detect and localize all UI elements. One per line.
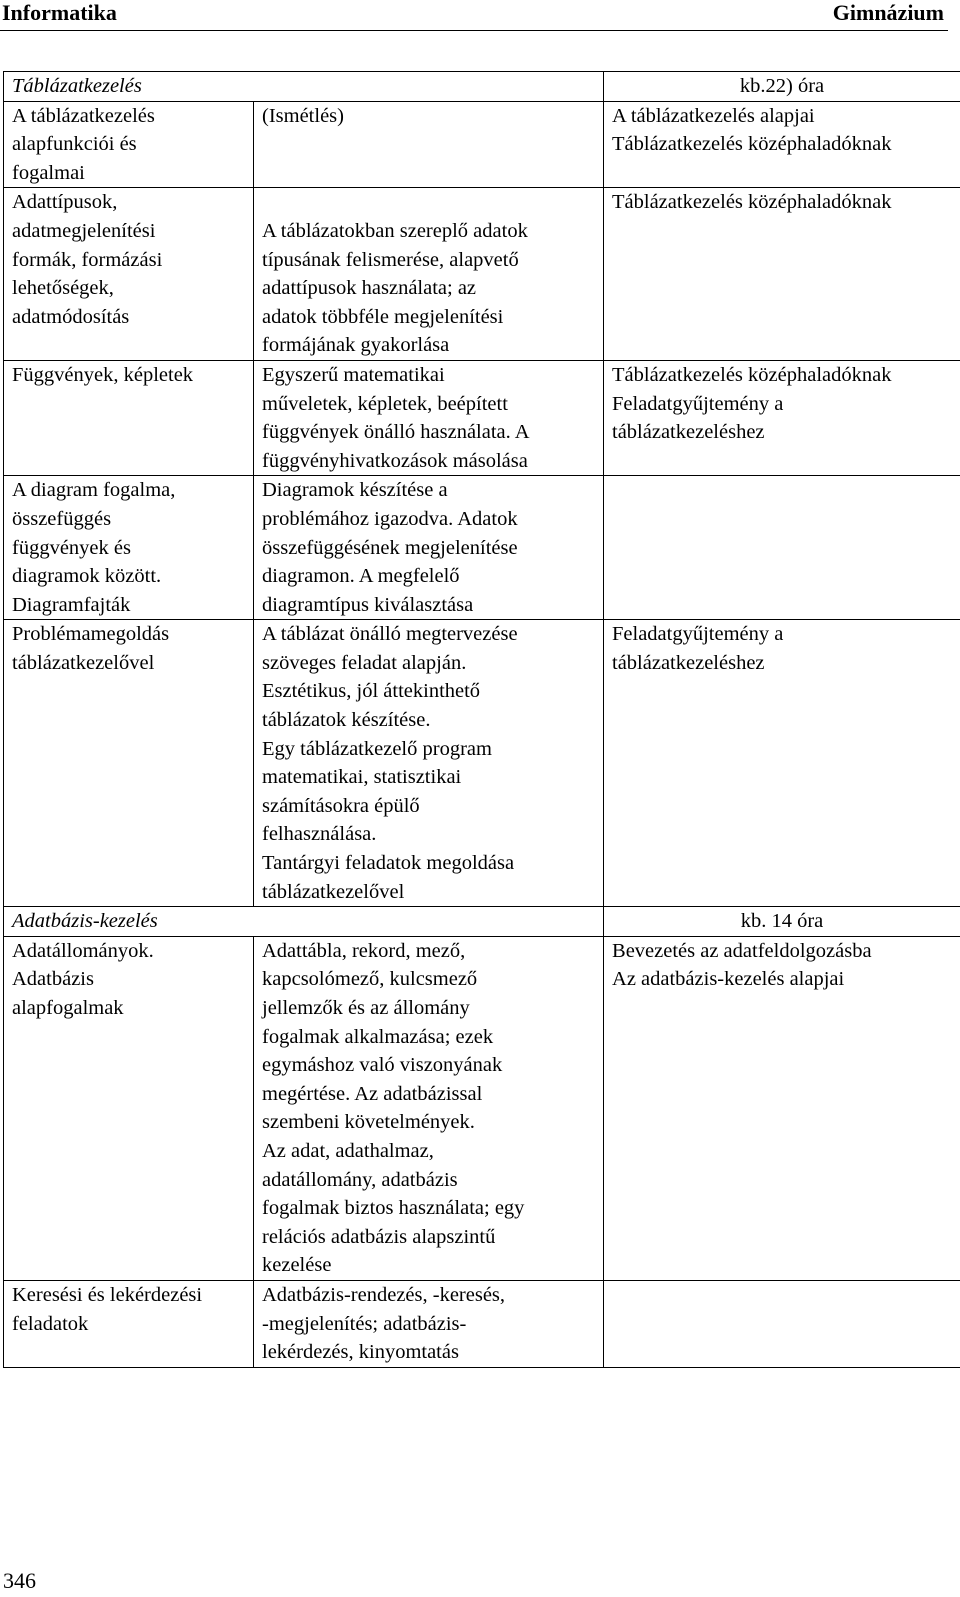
content-line: Egy táblázatkezelő program (262, 737, 492, 760)
content-line: függvények önálló használata. A (262, 421, 530, 444)
content-line: felhasználása. (262, 823, 377, 846)
content-line: Esztétikus, jól áttekinthető (262, 680, 481, 703)
content-line: szembeni követelmények. (262, 1111, 475, 1134)
table-row (4, 476, 960, 620)
content-cell (254, 188, 604, 361)
materials-cell (604, 101, 960, 188)
content-line: adattípusok használata; az (262, 277, 477, 300)
table-row (4, 620, 960, 907)
content-line: Adattábla, rekord, mező, (262, 939, 466, 962)
content-cell (254, 1280, 604, 1367)
content-line: kapcsolómező, kulcsmező (262, 968, 478, 991)
content-cell (254, 476, 604, 620)
topic-line: Adatállományok. (12, 939, 154, 962)
content-line: -megjelenítés; adatbázis- (262, 1312, 467, 1335)
school-type: Gimnázium (832, 0, 944, 25)
materials-line: A táblázatkezelés alapjai (612, 104, 815, 127)
content-line: lekérdezés, kinyomtatás (262, 1341, 459, 1364)
materials-cell (604, 1280, 960, 1367)
table-row (4, 936, 960, 1280)
topic-line: függvények és (12, 536, 131, 559)
materials-cell (604, 360, 960, 475)
section-header-row (4, 72, 960, 102)
topic-line: adatmódosítás (12, 305, 130, 328)
content-line: összefüggésének megjelenítése (262, 536, 518, 559)
content-cell (254, 620, 604, 907)
curriculum-table (3, 71, 960, 1368)
topic-line: Keresési és lekérdezési (12, 1283, 203, 1306)
topic-cell (4, 101, 254, 188)
materials-cell (604, 936, 960, 1280)
content-line: táblázatkezelővel (262, 880, 405, 903)
content-cell (254, 936, 604, 1280)
content-line: diagramtípus kiválasztása (262, 593, 474, 616)
content-line: fogalmak biztos használata; egy (262, 1197, 525, 1220)
content-line: táblázatok készítése. (262, 709, 431, 732)
materials-line: Feladatgyűjtemény a (612, 392, 784, 415)
content-line: Adatbázis-rendezés, -keresés, (262, 1283, 506, 1306)
section-title: Adatbázis-kezelés (4, 907, 604, 937)
topic-line: lehetőségek, (12, 277, 114, 300)
content-cell (254, 101, 604, 188)
content-line: adatállomány, adatbázis (262, 1168, 458, 1191)
materials-line: Feladatgyűjtemény a (612, 623, 784, 646)
content-line: műveletek, képletek, beépített (262, 392, 508, 415)
content-line: Az adat, adathalmaz, (262, 1139, 434, 1162)
content-line: Diagramok készítése a (262, 479, 448, 502)
materials-line: Bevezetés az adatfeldolgozásba (612, 939, 872, 962)
table-row (4, 188, 960, 361)
topic-line: diagramok között. (12, 565, 162, 588)
topic-cell (4, 1280, 254, 1367)
topic-cell (4, 936, 254, 1280)
materials-cell (604, 188, 960, 361)
topic-line: alapfogalmak (12, 997, 124, 1019)
topic-line: adatmegjelenítési (12, 219, 156, 242)
topic-cell (4, 620, 254, 907)
topic-line: fogalmai (12, 161, 85, 184)
page-number: 346 (3, 1568, 36, 1593)
section-hours: kb.22) óra (604, 72, 960, 102)
content-line: Egyszerű matematikai (262, 363, 445, 386)
topic-line: összefüggés (12, 507, 112, 530)
materials-line: táblázatkezeléshez (612, 421, 765, 444)
content-line: egymáshoz való viszonyának (262, 1054, 503, 1077)
content-line: megértése. Az adatbázissal (262, 1082, 483, 1105)
subject-title: Informatika (2, 0, 117, 25)
content-line: diagramon. A megfelelő (262, 565, 460, 588)
content-line: kezelése (262, 1254, 332, 1277)
table-row (4, 1280, 960, 1367)
content-line: A táblázat önálló megtervezése (262, 623, 518, 646)
materials-line: Táblázatkezelés középhaladóknak (612, 363, 892, 386)
content-line: problémához igazodva. Adatok (262, 507, 518, 530)
topic-line: A táblázatkezelés (12, 104, 155, 127)
content-line: függvényhivatkozások másolása (262, 449, 528, 472)
content-line: adatok többféle megjelenítési (262, 305, 504, 328)
materials-cell (604, 620, 960, 907)
content-line: A táblázatokban szereplő adatok (262, 219, 528, 242)
topic-line: Problémamegoldás (12, 623, 170, 646)
content-line: jellemzők és az állomány (262, 997, 470, 1019)
content-line: formájának gyakorlása (262, 334, 450, 357)
materials-cell (604, 476, 960, 620)
section-hours: kb. 14 óra (604, 907, 960, 937)
topic-line: táblázatkezelővel (12, 651, 155, 674)
topic-cell (4, 188, 254, 361)
topic-line: A diagram fogalma, (12, 479, 176, 502)
topic-cell (4, 360, 254, 475)
materials-line: Az adatbázis-kezelés alapjai (612, 968, 845, 991)
content-line: (Ismétlés) (262, 104, 344, 127)
content-line: matematikai, statisztikai (262, 766, 462, 789)
page-header (0, 0, 948, 31)
topic-line: formák, formázási (12, 248, 163, 271)
table-row (4, 360, 960, 475)
table-row (4, 101, 960, 188)
topic-line: feladatok (12, 1312, 89, 1335)
topic-cell (4, 476, 254, 620)
materials-line: táblázatkezeléshez (612, 651, 765, 674)
content-line: Tantárgyi feladatok megoldása (262, 852, 515, 875)
content-cell (254, 360, 604, 475)
section-header-row (4, 907, 960, 937)
topic-line: Adattípusok, (12, 191, 118, 214)
materials-line: Táblázatkezelés középhaladóknak (612, 191, 892, 214)
content-line: számításokra épülő (262, 794, 420, 817)
content-line: típusának felismerése, alapvető (262, 248, 519, 271)
topic-line: Adatbázis (12, 968, 94, 991)
topic-line: Diagramfajták (12, 593, 131, 616)
content-line: relációs adatbázis alapszintű (262, 1225, 496, 1248)
content-line: szöveges feladat alapján. (262, 651, 467, 674)
topic-line: Függvények, képletek (12, 363, 194, 386)
content-line: fogalmak alkalmazása; ezek (262, 1025, 494, 1048)
materials-line: Táblázatkezelés középhaladóknak (612, 133, 892, 156)
topic-line: alapfunkciói és (12, 133, 137, 156)
section-title: Táblázatkezelés (4, 72, 604, 102)
